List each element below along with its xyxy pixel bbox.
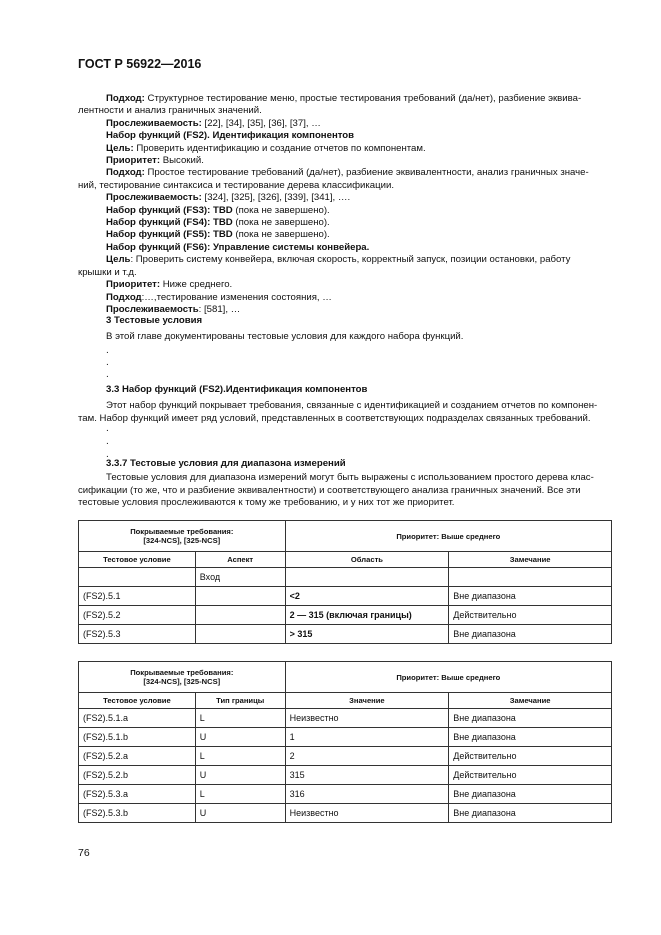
table-cell: Вне диапазона bbox=[449, 804, 612, 823]
table-cell: Вне диапазона bbox=[449, 625, 612, 644]
table-row bbox=[79, 709, 612, 728]
traceability-line: Прослеживаемость: [22], [34], [35], [36], [37], … bbox=[106, 117, 321, 129]
ellipsis-dot: . bbox=[106, 369, 109, 380]
table-cell: <2 bbox=[285, 587, 449, 606]
goal6-line: Цель: Проверить систему конвейера, включая скорость, корректный запуск, позиции остановки, работу bbox=[106, 254, 571, 266]
column-header: Область bbox=[285, 552, 449, 568]
ellipsis-dot: . bbox=[106, 449, 109, 460]
table-header-row bbox=[79, 521, 612, 552]
section-3 bbox=[78, 315, 612, 344]
table-cell: Действительно bbox=[449, 747, 612, 766]
fs4-line: Набор функций (FS4): TBD (пока не завершено). bbox=[106, 217, 330, 229]
table-row bbox=[79, 625, 612, 644]
table-cell: Вне диапазона bbox=[449, 785, 612, 804]
table-cell: (FS2).5.2.a bbox=[79, 747, 196, 766]
table-cell: (FS2).5.3 bbox=[79, 625, 196, 644]
traceability2-line: Прослеживаемость: [324], [325], [326], [339], [341], …. bbox=[106, 192, 351, 204]
column-header: Замечание bbox=[449, 552, 612, 568]
table-cell: L bbox=[195, 785, 285, 804]
table-column-header-row bbox=[79, 552, 612, 568]
ellipsis-dot: . bbox=[106, 423, 109, 434]
table-cell bbox=[285, 568, 449, 587]
table-cell: 1 bbox=[285, 728, 449, 747]
table-cell: > 315 bbox=[285, 625, 449, 644]
table-cell: Действительно bbox=[449, 606, 612, 625]
table-cell: U bbox=[195, 728, 285, 747]
section-3-3: 3.3 Набор функций (FS2).Идентификация компонентов Этот набор функций покрывает требования, связанные с идентификацией и созданием отчетов по компонен- там. Набор функций имеет ряд условий, представленных в соответствующих подразделах связанных требований. bbox=[78, 384, 612, 425]
approach-line: Подход: Структурное тестирование меню, простые тестирования требований (да/нет), разбиение эквива- bbox=[106, 93, 582, 104]
table-cell: Вне диапазона bbox=[449, 709, 612, 728]
ellipsis-dot: . bbox=[106, 345, 109, 356]
covered-requirements-ids: [324-NCS], [325-NCS] bbox=[143, 536, 221, 545]
goal-line: Цель: Проверить идентификацию и создание отчетов по компонентам. bbox=[106, 142, 426, 154]
document-header: ГОСТ Р 56922—2016 bbox=[78, 57, 202, 71]
function-sets-block: Подход: Структурное тестирование меню, простые тестирования требований (да/нет), разбиение эквива- лентности и анализ граничных значений. Прослеживаемость: [22], [34], [35], [36], [37], … Набор функций (FS2). Идентификация компонентов Цель: Проверить идентификацию и создание отчетов по компонентам. Приоритет: Высокий. Подход: Простое тестирование требований (да/нет), разбиение эквивалентности, анализ граничных значе- ний, тестирование синтаксиса и тестирование дерева классификации. Прослеживаемость: [324], [325], [326], [339], [341], …. Набор функций (FS3): TBD (пока не завершено). Набор функций (FS4): TBD (пока не завершено). Набор функций (FS5): TBD (пока не завершено). Набор функций (FS6): Управление системы конвейера. Цель: Проверить систему конвейера, включая скорость, корректный запуск, позиции остановки, работу крышки и т.д. Приоритет: Ниже среднего. Подход:…,тестирование изменения состояния, … Прослеживаемость: [581], … bbox=[78, 93, 612, 316]
table-header-row bbox=[79, 662, 612, 693]
table-cell: Вход bbox=[195, 568, 285, 587]
section-3-3-heading: 3.3 Набор функций (FS2).Идентификация компонентов bbox=[106, 384, 368, 395]
ellipsis-dot: . bbox=[106, 436, 109, 447]
approach6-line: Подход:…,тестирование изменения состояния, … bbox=[106, 291, 332, 303]
ellipsis-dot: . bbox=[106, 357, 109, 368]
table-cell: (FS2).5.3.b bbox=[79, 804, 196, 823]
table-cell: Действительно bbox=[449, 766, 612, 785]
table-cell: U bbox=[195, 766, 285, 785]
page-number: 76 bbox=[78, 847, 90, 859]
fs2-title: Набор функций (FS2). Идентификация компонентов bbox=[106, 130, 355, 142]
table-cell: U bbox=[195, 804, 285, 823]
covered-requirements-label: Покрываемые требования: bbox=[130, 668, 234, 677]
fs5-line: Набор функций (FS5): TBD (пока не завершено). bbox=[106, 229, 330, 241]
priority-line: Приоритет: Высокий. bbox=[106, 155, 204, 167]
table-column-header-row bbox=[79, 693, 612, 709]
section-3-3-7-heading: 3.3.7 Тестовые условия для диапазона измерений bbox=[106, 458, 346, 469]
table-cell bbox=[79, 568, 196, 587]
section-3-3-7: 3.3.7 Тестовые условия для диапазона измерений Тестовые условия для диапазона измерений могут быть выражены с использованием простого дерева клас- сификации (то же, что и разбиение эквивалентности) и соответствующего анализа граничных значений. Все эти тестовые условия прослеживаются к тому же требованию, и у них тот же приоритет. bbox=[78, 458, 612, 510]
table-cell bbox=[449, 568, 612, 587]
column-header: Тестовое условие bbox=[79, 693, 196, 709]
column-header: Аспект bbox=[195, 552, 285, 568]
table-cell: (FS2).5.1.b bbox=[79, 728, 196, 747]
table-cell bbox=[195, 587, 285, 606]
traceability6-line: Прослеживаемость: [581], … bbox=[106, 303, 241, 315]
priority-label: Приоритет: Выше среднего bbox=[285, 662, 611, 693]
approach2-line: Подход: Простое тестирование требований (да/нет), разбиение эквивалентности, анализ граничных значе- bbox=[106, 167, 589, 179]
table-row bbox=[79, 785, 612, 804]
section-3-heading: 3 Тестовые условия bbox=[106, 315, 203, 326]
column-header: Значение bbox=[285, 693, 449, 709]
table-cell: L bbox=[195, 709, 285, 728]
table-cell bbox=[195, 625, 285, 644]
table-row bbox=[79, 606, 612, 625]
table-row bbox=[79, 587, 612, 606]
table-cell: (FS2).5.3.a bbox=[79, 785, 196, 804]
table-cell: L bbox=[195, 747, 285, 766]
table-cell bbox=[195, 606, 285, 625]
fs3-line: Набор функций (FS3): TBD (пока не завершено). bbox=[106, 204, 330, 216]
section-3-3-7-text: Тестовые условия для диапазона измерений могут быть выражены с использованием простого дерева клас- bbox=[106, 472, 594, 484]
column-header: Тип границы bbox=[195, 693, 285, 709]
table-row bbox=[79, 804, 612, 823]
table-cell: (FS2).5.1.a bbox=[79, 709, 196, 728]
section-3-3-text: Этот набор функций покрывает требования, связанные с идентификацией и созданием отчетов по компонен- bbox=[106, 400, 598, 412]
table-cell: (FS2).5.2.b bbox=[79, 766, 196, 785]
table-cell: (FS2).5.2 bbox=[79, 606, 196, 625]
table-cell: 2 bbox=[285, 747, 449, 766]
column-header: Тестовое условие bbox=[79, 552, 196, 568]
table-cell: Вне диапазона bbox=[449, 587, 612, 606]
fs6-title: Набор функций (FS6): Управление системы конвейера. bbox=[106, 241, 370, 253]
table-cell: Неизвестно bbox=[285, 709, 449, 728]
table-cell: (FS2).5.1 bbox=[79, 587, 196, 606]
table-row bbox=[79, 568, 612, 587]
table-cell: Вне диапазона bbox=[449, 728, 612, 747]
section-3-text: В этой главе документированы тестовые условия для каждого набора функций. bbox=[106, 331, 464, 343]
priority6-line: Приоритет: Ниже среднего. bbox=[106, 279, 233, 291]
covered-requirements-label: Покрываемые требования: bbox=[130, 527, 234, 536]
table-row bbox=[79, 747, 612, 766]
covered-requirements-ids: [324-NCS], [325-NCS] bbox=[143, 677, 221, 686]
priority-label: Приоритет: Выше среднего bbox=[285, 521, 611, 552]
table-cell: 316 bbox=[285, 785, 449, 804]
boundary-values-table bbox=[78, 661, 612, 823]
table-cell: 2 — 315 (включая границы) bbox=[285, 606, 449, 625]
table-row bbox=[79, 766, 612, 785]
table-cell: Неизвестно bbox=[285, 804, 449, 823]
table-row bbox=[79, 728, 612, 747]
range-conditions-table bbox=[78, 520, 612, 644]
table-cell: 315 bbox=[285, 766, 449, 785]
column-header: Замечание bbox=[449, 693, 612, 709]
